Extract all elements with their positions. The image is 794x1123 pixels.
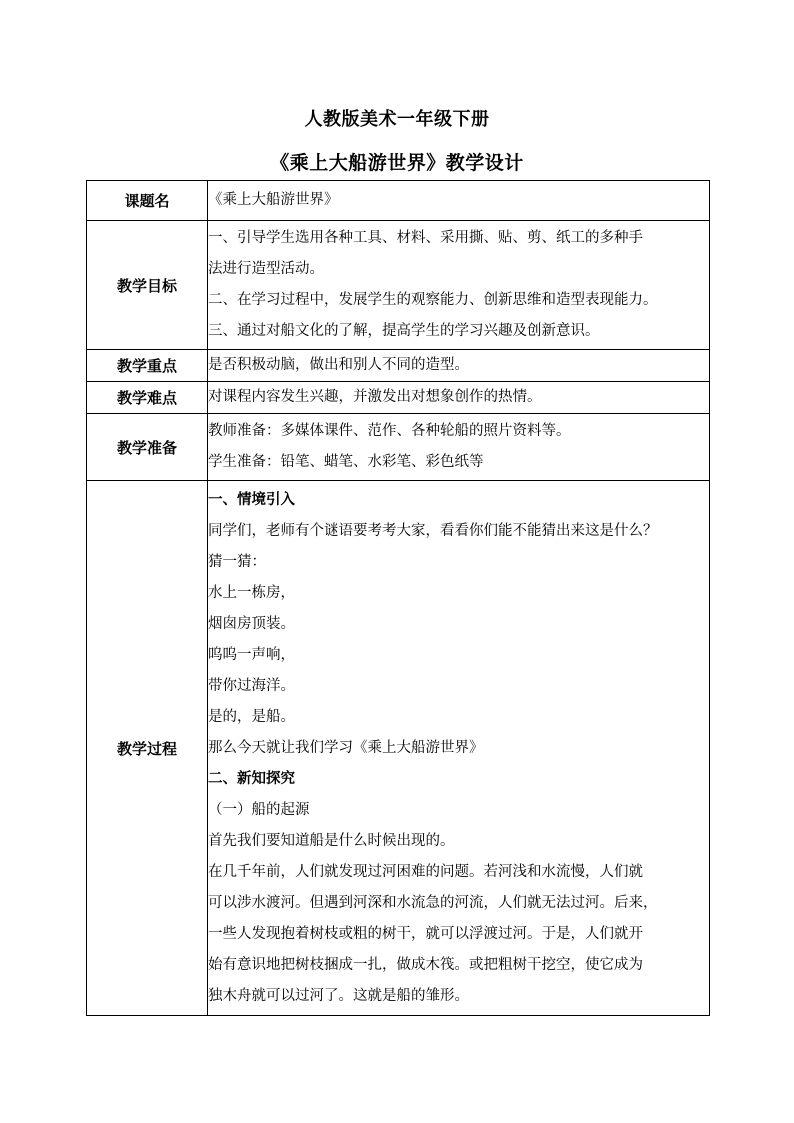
process-line: 呜呜一声响， (208, 646, 295, 663)
difficulties-value: 对课程内容发生兴趣，并激发出对想象创作的热情。 (208, 382, 710, 414)
process-line: 在几千年前，人们就发现过河困难的问题。若河浅和水流慢，人们就 (208, 863, 643, 880)
process-line: 带你过海洋。 (208, 677, 295, 694)
row-label-process: 教学过程 (87, 481, 208, 1016)
table-row-process (87, 481, 710, 1016)
objective-line: 三、通过对船文化的了解，提高学生的学习兴趣及创新意识。 (208, 323, 600, 339)
process-line: 猜一猜： (208, 553, 266, 570)
document-title-line1: 人教版美术一年级下册 (304, 109, 490, 130)
process-line: 那么今天就让我们学习《乘上大船游世界》 (208, 739, 484, 756)
preparation-line: 教师准备：多媒体课件、范作、各种轮船的照片资料等。 (208, 423, 571, 439)
document-title-line2: 《乘上大船游世界》教学设计 (270, 152, 524, 174)
preparation-line: 学生准备：铅笔、蜡笔、水彩笔、彩色纸等 (208, 454, 484, 470)
table-row-key-points (87, 350, 710, 382)
process-line: 始有意识地把树枝捆成一扎，做成木筏。或把粗树干挖空，使它成为 (208, 956, 643, 973)
row-label-objectives: 教学目标 (87, 221, 208, 350)
objective-line: 法进行造型活动。 (208, 261, 324, 277)
process-line: 一些人发现抱着树枝或粗的树干，就可以浮渡过河。于是，人们就开 (208, 925, 643, 942)
row-label-topic: 课题名 (87, 181, 208, 221)
table-row-topic (87, 181, 710, 221)
process-line: 是的，是船。 (208, 708, 295, 725)
table-row-objectives (87, 221, 710, 350)
row-label-key-points: 教学重点 (87, 350, 208, 382)
process-line: 烟囱房顶装。 (208, 615, 295, 632)
topic-value: 《乘上大船游世界》 (208, 181, 710, 221)
process-content (208, 481, 710, 1016)
preparation-content (208, 414, 710, 481)
objective-line: 二、在学习过程中，发展学生的观察能力、创新思维和造型表现能力。 (208, 292, 658, 308)
process-line: （一）船的起源 (208, 801, 310, 818)
section-heading: 一、情境引入 (208, 491, 295, 508)
section-heading: 二、新知探究 (208, 770, 295, 787)
process-line: 首先我们要知道船是什么时候出现的。 (208, 832, 455, 849)
process-line: 水上一栋房， (208, 584, 295, 601)
table-row-difficulties (87, 382, 710, 414)
lesson-plan-table (86, 180, 710, 1016)
objectives-content (208, 221, 710, 350)
objective-line: 一、引导学生选用各种工具、材料、采用撕、贴、剪、纸工的多种手 (208, 230, 643, 246)
process-line: 可以涉水渡河。但遇到河深和水流急的河流，人们就无法过河。后来， (208, 894, 658, 911)
key-points-value: 是否积极动脑，做出和别人不同的造型。 (208, 350, 710, 382)
row-label-preparation: 教学准备 (87, 414, 208, 481)
row-label-difficulties: 教学难点 (87, 382, 208, 414)
process-line: 独木舟就可以过河了。这就是船的雏形。 (208, 987, 469, 1004)
table-row-preparation (87, 414, 710, 481)
process-line: 同学们，老师有个谜语要考考大家，看看你们能不能猜出来这是什么？ (208, 522, 658, 539)
